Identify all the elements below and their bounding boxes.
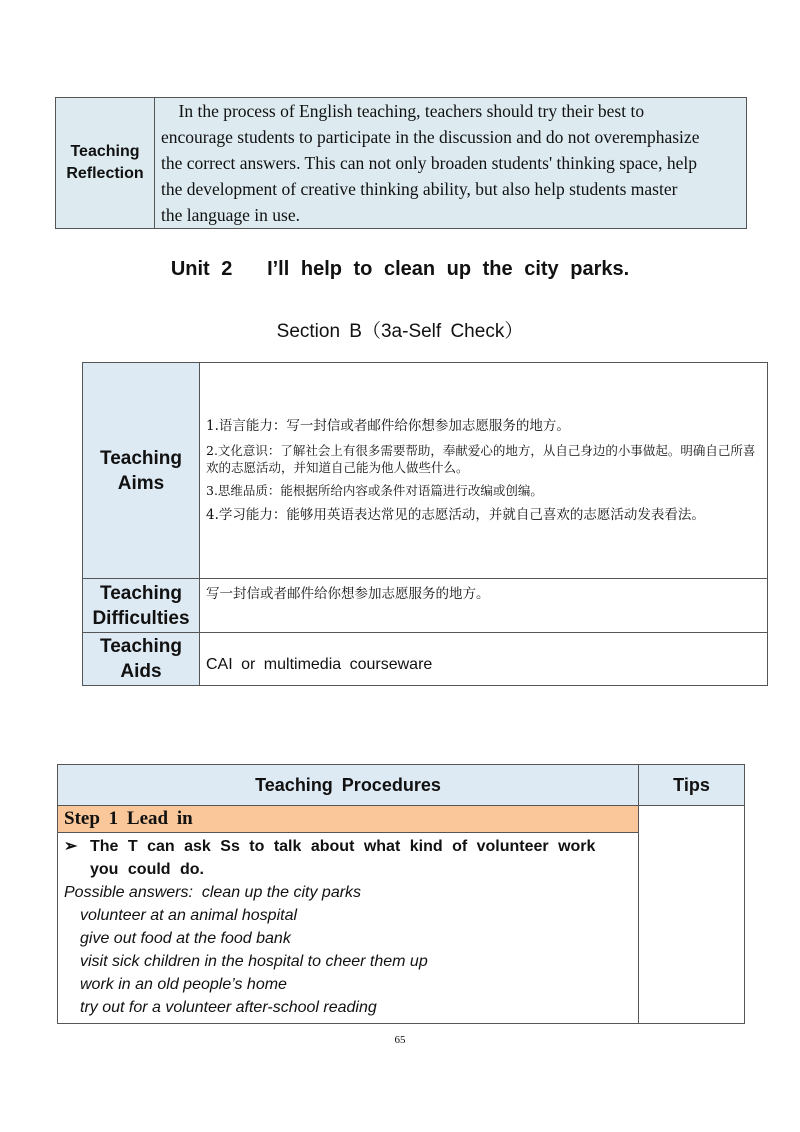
answer-item: volunteer at an animal hospital (80, 907, 298, 924)
bullet-text: you could do. (90, 861, 204, 878)
tips-header: Tips (639, 765, 745, 806)
reflection-line: In the process of English teaching, teachers should try their best to (161, 101, 645, 121)
aim-item: 4.学习能力：能够用英语表达常见的志愿活动，并就自己喜欢的志愿活动发表看法。 (206, 507, 705, 523)
step-content (58, 833, 639, 1024)
aim-item: 1.语言能力：写一封信或者邮件给你想参加志愿服务的地方。 (206, 418, 570, 434)
bullet-item (64, 835, 630, 858)
page-number: 65 (394, 1034, 406, 1046)
answer-item: clean up the city parks (201, 884, 362, 901)
teaching-aids-label: Teaching Aids (83, 633, 200, 686)
answer-item: work in an old people’s home (80, 976, 287, 993)
reflection-line: the development of creative thinking ability, but also help students master (161, 179, 678, 199)
teaching-procedures-table (57, 764, 745, 1024)
answer-item: try out for a volunteer after-school reading (80, 999, 377, 1016)
teaching-difficulties-label: Teaching Difficulties (83, 579, 200, 633)
teaching-aims-table (82, 362, 768, 686)
aim-item: 2.文化意识：了解社会上有很多需要帮助，奉献爱心的地方，从自己身边的小事做起。明确自己所喜欢的志愿活动，并知道自己能为他人做些什么。 (206, 443, 756, 475)
answers-label: Possible answers: (64, 884, 193, 901)
unit-title: Unit 2 I’ll help to clean up the city parks. (170, 258, 630, 280)
teaching-aims-list (200, 363, 768, 579)
answer-item: visit sick children in the hospital to cheer them up (80, 953, 428, 970)
aim-item: 3.思维品质：能根据所给内容或条件对语篇进行改编或创编。 (206, 483, 543, 498)
tips-cell (639, 806, 745, 1024)
section-title: Section B（3a-Self Check） (276, 321, 524, 342)
teaching-difficulties-text: 写一封信或者邮件给你想参加志愿服务的地方。 (200, 579, 768, 633)
reflection-table (55, 97, 747, 229)
possible-answers (64, 881, 630, 904)
bullet-text: The T can ask Ss to talk about what kind of volunteer work (90, 838, 596, 855)
reflection-line: the correct answers. This can not only broaden students' thinking space, help (161, 153, 697, 173)
arrow-bullet-icon: ➢ (64, 838, 78, 855)
procedures-header: Teaching Procedures (58, 765, 639, 806)
reflection-line: the language in use. (161, 205, 300, 225)
answer-item: give out food at the food bank (80, 930, 291, 947)
reflection-label: Teaching Reflection (56, 98, 155, 229)
step-heading: Step 1 Lead in (58, 806, 639, 833)
reflection-text (155, 98, 747, 229)
teaching-aims-label: Teaching Aims (83, 363, 200, 579)
reflection-line: encourage students to participate in the discussion and do not overemphasize (161, 127, 700, 147)
bullet-item-continued (64, 858, 630, 881)
teaching-aids-text: CAI or multimedia courseware (200, 633, 768, 686)
